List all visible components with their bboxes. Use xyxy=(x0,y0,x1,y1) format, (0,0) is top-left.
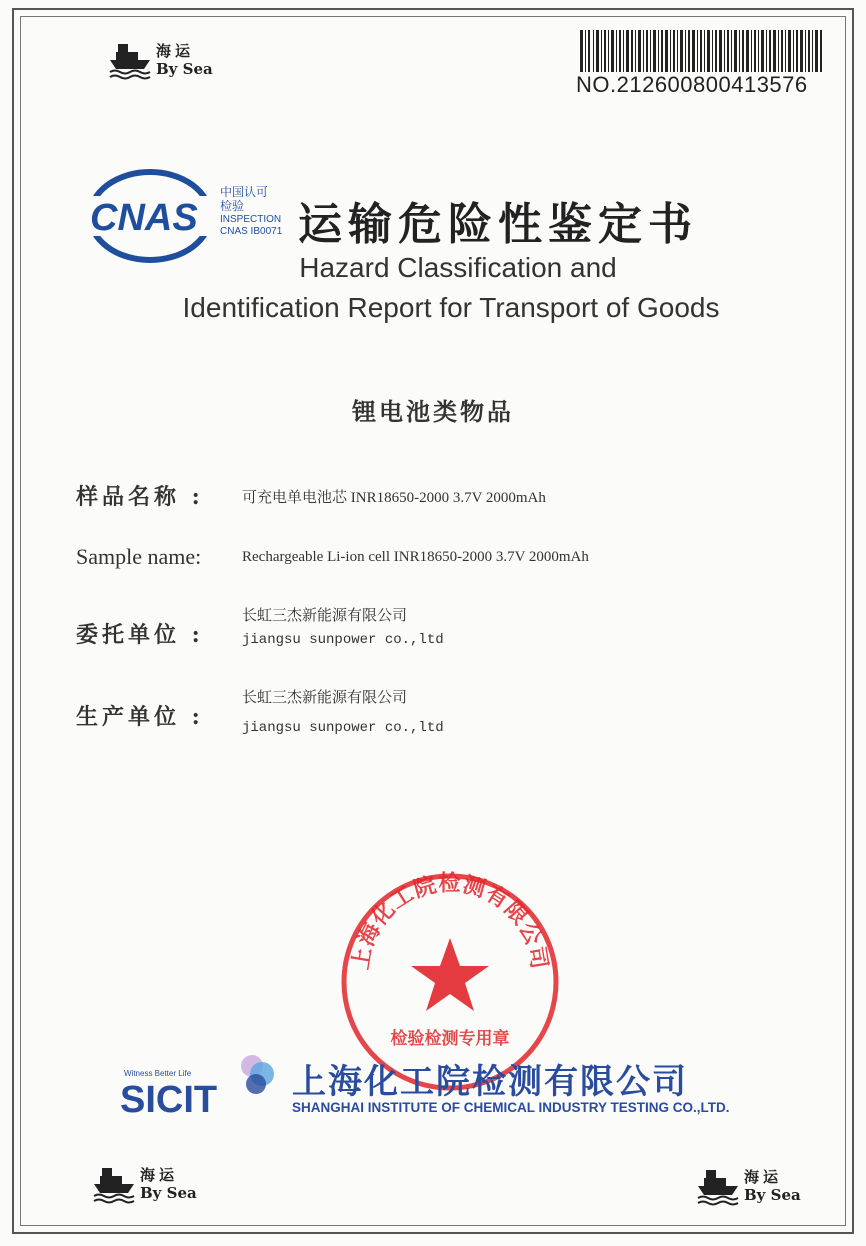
sicit-logo xyxy=(118,1052,294,1122)
title-english-line2: Identification Report for Transport of Goods xyxy=(182,292,720,323)
sample-name-en-label: Sample name: xyxy=(76,544,202,569)
by-sea-cn: 海运 xyxy=(156,42,195,60)
by-sea-cn: 海运 xyxy=(140,1166,179,1184)
title-english-line1: Hazard Classification and xyxy=(299,252,617,283)
producer-label: 生产单位 : xyxy=(76,704,204,730)
producer-name-cn: 长虹三杰新能源有限公司 xyxy=(242,690,408,706)
serial-number: NO.212600800413576 xyxy=(576,72,808,97)
client-name-cn: 长虹三杰新能源有限公司 xyxy=(242,608,408,624)
ship-icon xyxy=(108,40,152,80)
sicit-tagline: Witness Better Life xyxy=(124,1069,192,1078)
cnas-accreditation-text xyxy=(220,185,282,238)
company-name-en: SHANGHAI INSTITUTE OF CHEMICAL INDUSTRY TESTING CO.,LTD. xyxy=(292,1100,730,1115)
by-sea-en: By Sea xyxy=(744,1186,801,1204)
client-name-en: jiangsu sunpower co.,ltd xyxy=(242,632,444,648)
client-label: 委托单位 : xyxy=(76,622,204,648)
goods-category: 锂电池类物品 xyxy=(352,398,514,426)
by-sea-badge-bottom-left xyxy=(92,1164,222,1212)
ship-icon xyxy=(92,1164,136,1204)
sample-name-cn-value: 可充电单电池芯 INR18650-2000 3.7V 2000mAh xyxy=(242,490,546,506)
seal-bottom-text: 检验检测专用章 xyxy=(390,1029,510,1049)
barcode xyxy=(580,30,824,72)
sicit-logo-text: SICIT xyxy=(120,1079,218,1121)
company-name-cn: 上海化工院检测有限公司 xyxy=(292,1062,688,1102)
by-sea-badge-bottom-right xyxy=(696,1166,826,1214)
cnas-line3: INSPECTION xyxy=(220,214,282,225)
by-sea-badge-top-left xyxy=(108,40,238,88)
cnas-line2: 检验 xyxy=(220,199,245,213)
title-chinese: 运输危险性鉴定书 xyxy=(298,199,698,250)
producer-name-en: jiangsu sunpower co.,ltd xyxy=(242,720,444,736)
cnas-line4: CNAS IB0071 xyxy=(220,226,283,237)
by-sea-cn: 海运 xyxy=(744,1168,783,1186)
ship-icon xyxy=(696,1166,740,1206)
star-icon xyxy=(411,938,489,1011)
sample-name-en-value: Rechargeable Li-ion cell INR18650-2000 3.7V 2000mAh xyxy=(242,549,589,565)
seal-ring-text: 上海化工院检测有限公司 xyxy=(348,871,552,972)
cnas-line1: 中国认可 xyxy=(220,185,269,199)
by-sea-en: By Sea xyxy=(140,1184,197,1202)
sample-name-cn-label: 样品名称 : xyxy=(76,484,204,510)
cnas-logo-text: CNAS xyxy=(90,197,198,239)
by-sea-en: By Sea xyxy=(156,60,213,78)
